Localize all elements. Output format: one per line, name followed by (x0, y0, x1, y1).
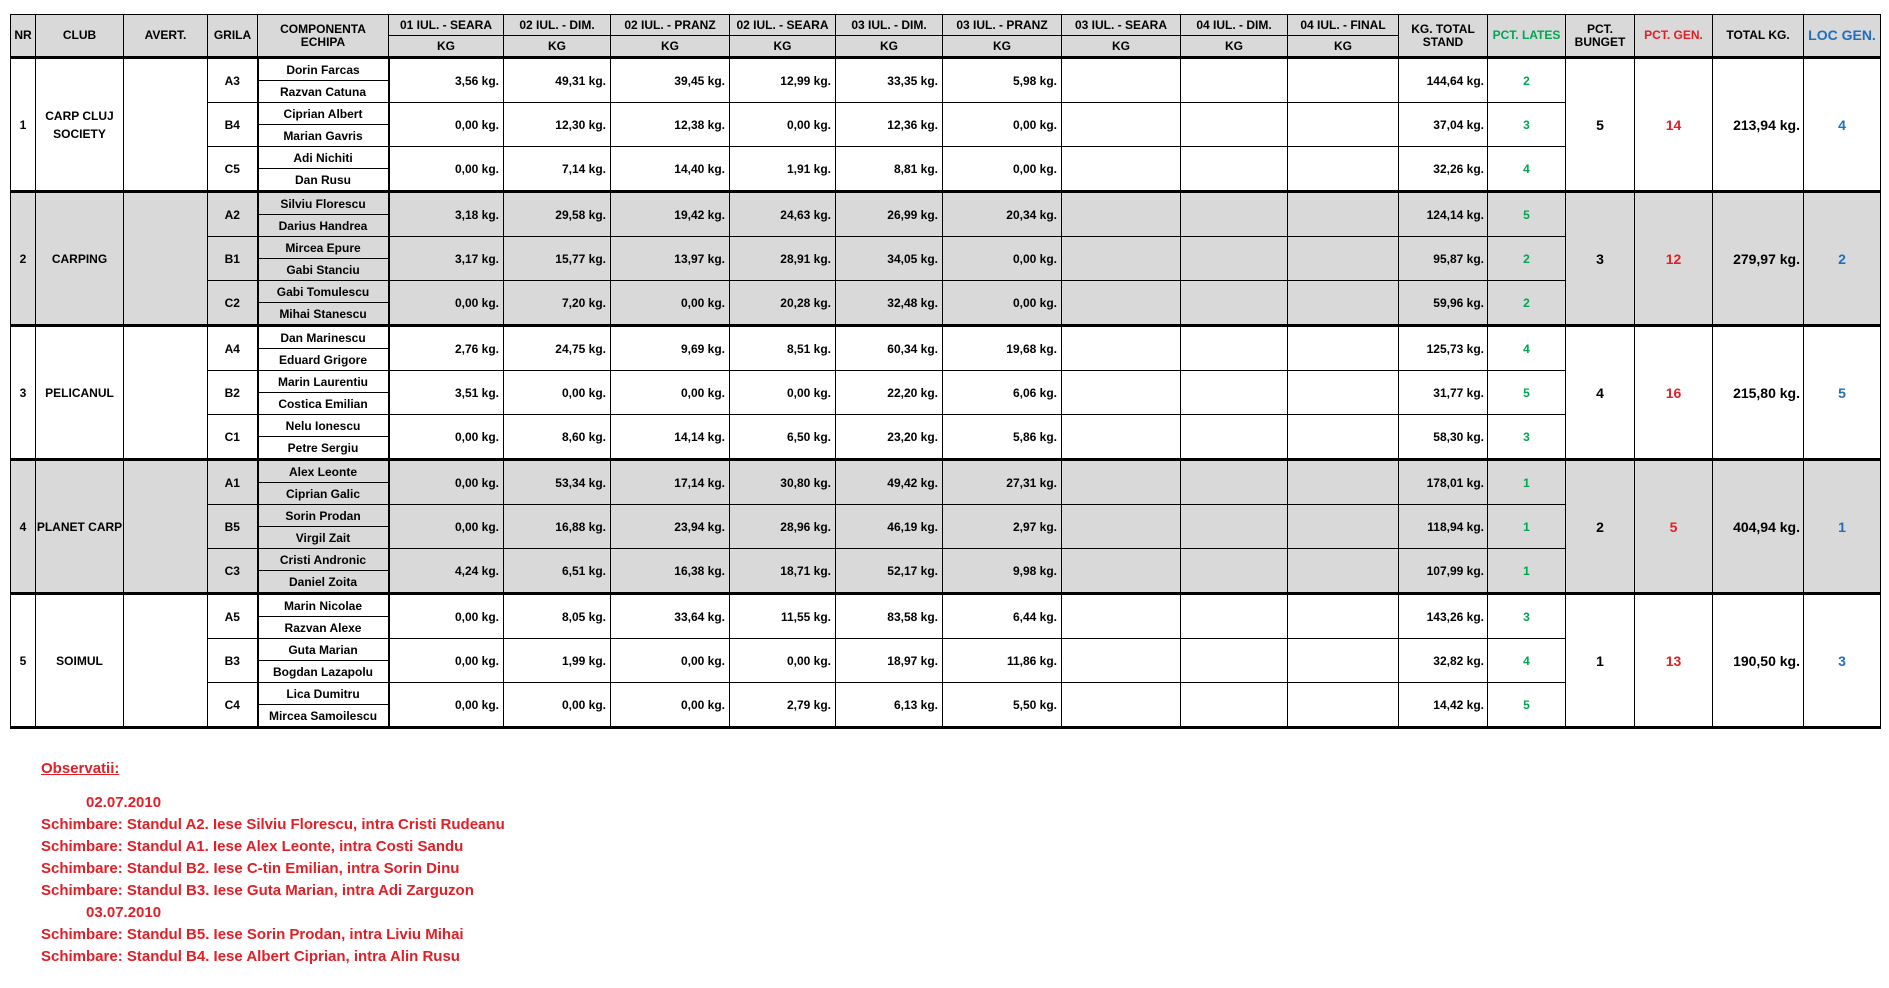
observatii-change: Schimbare: Standul A1. Iese Alex Leonte, intra Costi Sandu (41, 838, 464, 855)
team-loc-gen: 3 (1804, 594, 1881, 728)
session-kg: 0,00 kg. (389, 281, 504, 326)
team-loc-gen: 2 (1804, 192, 1881, 326)
session-kg: 46,19 kg. (836, 505, 943, 549)
session-kg (1288, 103, 1399, 147)
session-kg: 9,98 kg. (943, 549, 1062, 594)
session-kg (1062, 460, 1181, 505)
session-kg (1288, 371, 1399, 415)
session-kg (1062, 103, 1181, 147)
session-kg: 8,51 kg. (730, 326, 836, 371)
session-kg: 6,13 kg. (836, 683, 943, 728)
team-club: PELICANUL (36, 326, 124, 460)
session-kg (1062, 371, 1181, 415)
col-header-pct-bunget: PCT. BUNGET (1566, 15, 1635, 58)
team-member: Guta Marian (258, 639, 389, 661)
session-kg: 0,00 kg. (730, 371, 836, 415)
session-kg: 12,36 kg. (836, 103, 943, 147)
observatii-date: 03.07.2010 (86, 904, 162, 921)
col-header-session: 03 IUL. - PRANZ (943, 15, 1062, 36)
col-header-session: 04 IUL. - DIM. (1181, 15, 1288, 36)
session-kg: 17,14 kg. (611, 460, 730, 505)
session-kg: 22,20 kg. (836, 371, 943, 415)
session-kg: 2,97 kg. (943, 505, 1062, 549)
stand-grila: B1 (208, 237, 258, 281)
stand-grila: A5 (208, 594, 258, 639)
stand-kg-total: 37,04 kg. (1399, 103, 1488, 147)
stand-grila: B5 (208, 505, 258, 549)
session-kg: 0,00 kg. (389, 460, 504, 505)
session-kg: 16,88 kg. (504, 505, 611, 549)
session-kg: 49,42 kg. (836, 460, 943, 505)
session-kg: 0,00 kg. (389, 147, 504, 192)
session-kg: 52,17 kg. (836, 549, 943, 594)
team-pct-gen: 14 (1635, 58, 1713, 192)
session-kg: 19,42 kg. (611, 192, 730, 237)
team-member: Ciprian Galic (258, 483, 389, 505)
team-member: Petre Sergiu (258, 437, 389, 460)
stand-grila: A1 (208, 460, 258, 505)
session-kg: 34,05 kg. (836, 237, 943, 281)
session-kg: 60,34 kg. (836, 326, 943, 371)
stand-kg-total: 118,94 kg. (1399, 505, 1488, 549)
session-kg (1062, 147, 1181, 192)
session-kg: 0,00 kg. (389, 505, 504, 549)
stand-kg-total: 178,01 kg. (1399, 460, 1488, 505)
session-kg: 14,40 kg. (611, 147, 730, 192)
stand-grila: C4 (208, 683, 258, 728)
team-club: CARP CLUJ SOCIETY (36, 58, 124, 192)
session-kg: 5,98 kg. (943, 58, 1062, 103)
stand-kg-total: 144,64 kg. (1399, 58, 1488, 103)
stand-grila: C3 (208, 549, 258, 594)
stand-kg-total: 125,73 kg. (1399, 326, 1488, 371)
stand-kg-total: 143,26 kg. (1399, 594, 1488, 639)
team-avert (124, 594, 208, 728)
session-kg (1181, 281, 1288, 326)
session-kg (1181, 103, 1288, 147)
session-kg: 8,60 kg. (504, 415, 611, 460)
team-total-kg: 213,94 kg. (1713, 58, 1804, 192)
session-kg: 11,86 kg. (943, 639, 1062, 683)
session-kg: 2,79 kg. (730, 683, 836, 728)
team-group (11, 58, 1881, 192)
stand-kg-total: 58,30 kg. (1399, 415, 1488, 460)
session-kg (1062, 415, 1181, 460)
stand-grila: B2 (208, 371, 258, 415)
session-kg: 3,56 kg. (389, 58, 504, 103)
col-header-kg-unit: KG (1181, 36, 1288, 58)
team-member: Cristi Andronic (258, 549, 389, 571)
team-member: Marian Gavris (258, 125, 389, 147)
col-header-kg-unit: KG (611, 36, 730, 58)
stand-kg-total: 124,14 kg. (1399, 192, 1488, 237)
session-kg: 23,20 kg. (836, 415, 943, 460)
team-member: Nelu Ionescu (258, 415, 389, 437)
session-kg: 0,00 kg. (389, 683, 504, 728)
team-member: Mihai Stanescu (258, 303, 389, 326)
team-member: Dan Rusu (258, 169, 389, 192)
team-total-kg: 215,80 kg. (1713, 326, 1804, 460)
col-header-session: 02 IUL. - SEARA (730, 15, 836, 36)
team-nr: 3 (11, 326, 36, 460)
team-pct-gen: 16 (1635, 326, 1713, 460)
col-header-session: 02 IUL. - DIM. (504, 15, 611, 36)
team-member: Razvan Alexe (258, 617, 389, 639)
session-kg: 8,81 kg. (836, 147, 943, 192)
session-kg: 0,00 kg. (943, 103, 1062, 147)
session-kg (1288, 594, 1399, 639)
col-header-total-kg: TOTAL KG. (1713, 15, 1804, 58)
session-kg (1288, 549, 1399, 594)
session-kg: 0,00 kg. (730, 103, 836, 147)
stand-kg-total: 31,77 kg. (1399, 371, 1488, 415)
session-kg: 4,24 kg. (389, 549, 504, 594)
team-member: Costica Emilian (258, 393, 389, 415)
session-kg: 0,00 kg. (611, 683, 730, 728)
session-kg (1062, 326, 1181, 371)
session-kg (1288, 639, 1399, 683)
session-kg (1062, 549, 1181, 594)
session-kg: 83,58 kg. (836, 594, 943, 639)
stand-pct-lates: 5 (1488, 371, 1566, 415)
session-kg (1181, 639, 1288, 683)
stand-kg-total: 14,42 kg. (1399, 683, 1488, 728)
session-kg: 0,00 kg. (611, 639, 730, 683)
session-kg (1062, 58, 1181, 103)
session-kg: 2,76 kg. (389, 326, 504, 371)
session-kg (1062, 639, 1181, 683)
session-kg (1181, 505, 1288, 549)
session-kg (1288, 281, 1399, 326)
col-header-kg-unit: KG (389, 36, 504, 58)
session-kg (1181, 58, 1288, 103)
team-pct-gen: 5 (1635, 460, 1713, 594)
session-kg (1181, 371, 1288, 415)
col-header-componenta: COMPONENTA ECHIPA (258, 15, 389, 58)
stand-grila: C1 (208, 415, 258, 460)
session-kg (1181, 594, 1288, 639)
team-member: Darius Handrea (258, 215, 389, 237)
observatii-section (41, 758, 505, 968)
team-member: Razvan Catuna (258, 81, 389, 103)
col-header-loc-gen: LOC GEN. (1804, 15, 1881, 58)
session-kg: 1,99 kg. (504, 639, 611, 683)
session-kg: 33,64 kg. (611, 594, 730, 639)
team-pct-bunget: 1 (1566, 594, 1635, 728)
session-kg: 23,94 kg. (611, 505, 730, 549)
stand-pct-lates: 4 (1488, 639, 1566, 683)
stand-pct-lates: 3 (1488, 594, 1566, 639)
session-kg: 0,00 kg. (389, 639, 504, 683)
stand-grila: C5 (208, 147, 258, 192)
stand-pct-lates: 1 (1488, 505, 1566, 549)
col-header-pct-lates: PCT. LATES (1488, 15, 1566, 58)
team-pct-gen: 13 (1635, 594, 1713, 728)
stand-grila: B4 (208, 103, 258, 147)
stand-grila: A4 (208, 326, 258, 371)
team-nr: 1 (11, 58, 36, 192)
session-kg: 15,77 kg. (504, 237, 611, 281)
team-pct-bunget: 3 (1566, 192, 1635, 326)
observatii-title: Observatii: (41, 760, 120, 777)
session-kg: 49,31 kg. (504, 58, 611, 103)
stand-pct-lates: 5 (1488, 683, 1566, 728)
team-nr: 4 (11, 460, 36, 594)
session-kg: 28,96 kg. (730, 505, 836, 549)
team-member: Gabi Tomulescu (258, 281, 389, 303)
team-club: PLANET CARP (36, 460, 124, 594)
col-header-kg-unit: KG (836, 36, 943, 58)
session-kg: 3,17 kg. (389, 237, 504, 281)
session-kg (1288, 505, 1399, 549)
team-club: CARPING (36, 192, 124, 326)
session-kg: 39,45 kg. (611, 58, 730, 103)
session-kg: 24,63 kg. (730, 192, 836, 237)
session-kg: 32,48 kg. (836, 281, 943, 326)
team-member: Adi Nichiti (258, 147, 389, 169)
col-header-avert: AVERT. (124, 15, 208, 58)
stand-kg-total: 32,26 kg. (1399, 147, 1488, 192)
team-group (11, 594, 1881, 728)
table-row (11, 594, 1881, 617)
session-kg: 13,97 kg. (611, 237, 730, 281)
observatii-change: Schimbare: Standul B4. Iese Albert Ciprian, intra Alin Rusu (41, 948, 460, 965)
team-member: Daniel Zoita (258, 571, 389, 594)
session-kg (1062, 192, 1181, 237)
observatii-list (41, 792, 505, 968)
session-kg: 0,00 kg. (943, 237, 1062, 281)
table-row (11, 326, 1881, 349)
team-member: Gabi Stanciu (258, 259, 389, 281)
stand-kg-total: 59,96 kg. (1399, 281, 1488, 326)
session-kg (1288, 237, 1399, 281)
stand-pct-lates: 4 (1488, 147, 1566, 192)
session-kg: 27,31 kg. (943, 460, 1062, 505)
session-kg: 28,91 kg. (730, 237, 836, 281)
session-kg (1181, 460, 1288, 505)
col-header-session: 03 IUL. - SEARA (1062, 15, 1181, 36)
session-kg (1181, 415, 1288, 460)
col-header-kg-unit: KG (1062, 36, 1181, 58)
session-kg: 5,86 kg. (943, 415, 1062, 460)
session-kg (1288, 460, 1399, 505)
session-kg (1062, 281, 1181, 326)
session-kg (1288, 192, 1399, 237)
session-kg (1181, 237, 1288, 281)
table-row (11, 192, 1881, 215)
session-kg: 0,00 kg. (943, 281, 1062, 326)
session-kg: 33,35 kg. (836, 58, 943, 103)
col-header-kg-unit: KG (943, 36, 1062, 58)
session-kg: 53,34 kg. (504, 460, 611, 505)
session-kg: 7,20 kg. (504, 281, 611, 326)
session-kg (1181, 192, 1288, 237)
table-row (11, 58, 1881, 81)
team-member: Mircea Epure (258, 237, 389, 259)
stand-grila: A3 (208, 58, 258, 103)
team-total-kg: 404,94 kg. (1713, 460, 1804, 594)
observatii-change: Schimbare: Standul B2. Iese C-tin Emilian, intra Sorin Dinu (41, 860, 460, 877)
team-member: Marin Laurentiu (258, 371, 389, 393)
team-nr: 2 (11, 192, 36, 326)
col-header-kg-unit: KG (730, 36, 836, 58)
col-header-kg-unit: KG (1288, 36, 1399, 58)
observatii-change: Schimbare: Standul B5. Iese Sorin Prodan, intra Liviu Mihai (41, 926, 464, 943)
session-kg: 24,75 kg. (504, 326, 611, 371)
session-kg: 20,28 kg. (730, 281, 836, 326)
team-member: Virgil Zait (258, 527, 389, 549)
session-kg: 0,00 kg. (730, 639, 836, 683)
team-total-kg: 190,50 kg. (1713, 594, 1804, 728)
session-kg: 6,50 kg. (730, 415, 836, 460)
stand-grila: B3 (208, 639, 258, 683)
session-kg: 0,00 kg. (943, 147, 1062, 192)
session-kg (1288, 147, 1399, 192)
session-kg (1062, 683, 1181, 728)
team-member: Sorin Prodan (258, 505, 389, 527)
session-kg: 14,14 kg. (611, 415, 730, 460)
team-total-kg: 279,97 kg. (1713, 192, 1804, 326)
session-kg: 0,00 kg. (504, 371, 611, 415)
team-club: SOIMUL (36, 594, 124, 728)
team-pct-bunget: 5 (1566, 58, 1635, 192)
session-kg: 30,80 kg. (730, 460, 836, 505)
session-kg: 0,00 kg. (389, 594, 504, 639)
session-kg: 1,91 kg. (730, 147, 836, 192)
stand-kg-total: 107,99 kg. (1399, 549, 1488, 594)
col-header-session: 01 IUL. - SEARA (389, 15, 504, 36)
team-member: Mircea Samoilescu (258, 705, 389, 728)
session-kg: 20,34 kg. (943, 192, 1062, 237)
stand-grila: C2 (208, 281, 258, 326)
team-member: Bogdan Lazapolu (258, 661, 389, 683)
table-header (11, 15, 1881, 58)
session-kg: 12,30 kg. (504, 103, 611, 147)
col-header-nr: NR (11, 15, 36, 58)
stand-pct-lates: 2 (1488, 281, 1566, 326)
team-nr: 5 (11, 594, 36, 728)
session-kg: 3,51 kg. (389, 371, 504, 415)
team-pct-gen: 12 (1635, 192, 1713, 326)
session-kg: 3,18 kg. (389, 192, 504, 237)
session-kg (1181, 683, 1288, 728)
col-header-session: 03 IUL. - DIM. (836, 15, 943, 36)
observatii-change: Schimbare: Standul A2. Iese Silviu Florescu, intra Cristi Rudeanu (41, 816, 505, 833)
team-loc-gen: 1 (1804, 460, 1881, 594)
session-kg: 12,99 kg. (730, 58, 836, 103)
col-header-pct-gen: PCT. GEN. (1635, 15, 1713, 58)
session-kg: 11,55 kg. (730, 594, 836, 639)
col-header-kg-unit: KG (504, 36, 611, 58)
session-kg (1288, 58, 1399, 103)
session-kg (1181, 326, 1288, 371)
team-loc-gen: 5 (1804, 326, 1881, 460)
session-kg: 0,00 kg. (389, 415, 504, 460)
col-header-session: 02 IUL. - PRANZ (611, 15, 730, 36)
session-kg: 0,00 kg. (611, 281, 730, 326)
team-member: Marin Nicolae (258, 594, 389, 617)
team-pct-bunget: 2 (1566, 460, 1635, 594)
session-kg: 6,06 kg. (943, 371, 1062, 415)
team-loc-gen: 4 (1804, 58, 1881, 192)
team-pct-bunget: 4 (1566, 326, 1635, 460)
col-header-kg-total-stand: KG. TOTAL STAND (1399, 15, 1488, 58)
team-group (11, 326, 1881, 460)
session-kg: 5,50 kg. (943, 683, 1062, 728)
session-kg: 26,99 kg. (836, 192, 943, 237)
observatii-date: 02.07.2010 (86, 794, 162, 811)
team-member: Lica Dumitru (258, 683, 389, 705)
stand-pct-lates: 1 (1488, 460, 1566, 505)
session-kg: 29,58 kg. (504, 192, 611, 237)
stand-kg-total: 32,82 kg. (1399, 639, 1488, 683)
session-kg: 18,97 kg. (836, 639, 943, 683)
stand-pct-lates: 4 (1488, 326, 1566, 371)
stand-kg-total: 95,87 kg. (1399, 237, 1488, 281)
col-header-club: CLUB (36, 15, 124, 58)
team-avert (124, 460, 208, 594)
session-kg: 8,05 kg. (504, 594, 611, 639)
session-kg (1062, 505, 1181, 549)
session-kg: 18,71 kg. (730, 549, 836, 594)
session-kg (1062, 237, 1181, 281)
team-member: Alex Leonte (258, 460, 389, 483)
table-row (11, 460, 1881, 483)
team-member: Silviu Florescu (258, 192, 389, 215)
results-table (10, 14, 1881, 729)
stand-grila: A2 (208, 192, 258, 237)
observatii-change: Schimbare: Standul B3. Iese Guta Marian, intra Adi Zarguzon (41, 882, 474, 899)
team-avert (124, 326, 208, 460)
session-kg: 12,38 kg. (611, 103, 730, 147)
session-kg (1062, 594, 1181, 639)
team-member: Ciprian Albert (258, 103, 389, 125)
team-group (11, 460, 1881, 594)
team-group (11, 192, 1881, 326)
team-avert (124, 192, 208, 326)
session-kg: 0,00 kg. (504, 683, 611, 728)
stand-pct-lates: 2 (1488, 237, 1566, 281)
stand-pct-lates: 3 (1488, 415, 1566, 460)
team-member: Eduard Grigore (258, 349, 389, 371)
session-kg: 6,44 kg. (943, 594, 1062, 639)
team-member: Dorin Farcas (258, 58, 389, 81)
session-kg: 0,00 kg. (611, 371, 730, 415)
session-kg (1288, 415, 1399, 460)
team-member: Dan Marinescu (258, 326, 389, 349)
session-kg: 0,00 kg. (389, 103, 504, 147)
session-kg: 7,14 kg. (504, 147, 611, 192)
session-kg: 19,68 kg. (943, 326, 1062, 371)
stand-pct-lates: 1 (1488, 549, 1566, 594)
col-header-session: 04 IUL. - FINAL (1288, 15, 1399, 36)
session-kg: 6,51 kg. (504, 549, 611, 594)
stand-pct-lates: 5 (1488, 192, 1566, 237)
team-avert (124, 58, 208, 192)
session-kg (1181, 147, 1288, 192)
session-kg: 16,38 kg. (611, 549, 730, 594)
session-kg (1288, 326, 1399, 371)
col-header-grila: GRILA (208, 15, 258, 58)
stand-pct-lates: 3 (1488, 103, 1566, 147)
stand-pct-lates: 2 (1488, 58, 1566, 103)
session-kg: 9,69 kg. (611, 326, 730, 371)
session-kg (1181, 549, 1288, 594)
session-kg (1288, 683, 1399, 728)
